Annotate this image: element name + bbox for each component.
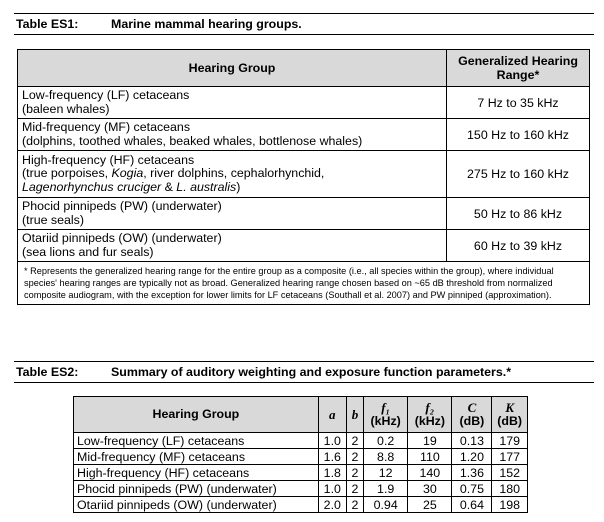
table-es2-title: Summary of auditory weighting and exposure function parameters.* bbox=[111, 365, 512, 379]
table-row bbox=[74, 497, 528, 513]
table-row bbox=[74, 465, 528, 481]
f2-cell: 30 bbox=[408, 481, 452, 497]
table-es1-footnote-row bbox=[18, 262, 590, 305]
header-k: K (dB) bbox=[492, 397, 528, 433]
c-cell: 0.75 bbox=[452, 481, 492, 497]
table-es2-header-row bbox=[74, 397, 528, 433]
group-cell: Otariid pinnipeds (OW) (underwater) (sea lions and fur seals) bbox=[18, 230, 447, 262]
f2-cell: 25 bbox=[408, 497, 452, 513]
table-es2 bbox=[73, 396, 528, 513]
a-cell: 1.8 bbox=[318, 465, 346, 481]
group-cell: Low-frequency (LF) cetaceans bbox=[74, 433, 319, 449]
b-cell: 2 bbox=[346, 497, 363, 513]
c-cell: 1.36 bbox=[452, 465, 492, 481]
f1-cell: 12 bbox=[364, 465, 408, 481]
header-f2: f₂ (kHz) bbox=[408, 397, 452, 433]
group-cell: Otariid pinnipeds (OW) (underwater) bbox=[74, 497, 319, 513]
table-row bbox=[74, 433, 528, 449]
header-f1: f₁ (kHz) bbox=[364, 397, 408, 433]
k-cell: 180 bbox=[492, 481, 528, 497]
header-a: a bbox=[318, 397, 346, 433]
table-es2-number: Table ES2: bbox=[16, 365, 79, 379]
table-es1-title: Marine mammal hearing groups. bbox=[111, 17, 302, 31]
group-cell: High-frequency (HF) cetaceans bbox=[74, 465, 319, 481]
group-cell: High-frequency (HF) cetaceans (true porpoises, Kogia, river dolphins, cephalorhynchid, Lagenorhynchus cruciger & L. australis) bbox=[18, 151, 447, 198]
a-cell: 1.6 bbox=[318, 449, 346, 465]
header-c: C (dB) bbox=[452, 397, 492, 433]
header-hearing-group: Hearing Group bbox=[18, 50, 447, 87]
f1-cell: 1.9 bbox=[364, 481, 408, 497]
table-es1-number: Table ES1: bbox=[16, 17, 79, 31]
table-row bbox=[18, 119, 590, 151]
k-cell: 152 bbox=[492, 465, 528, 481]
table-es1-footnote: * Represents the generalized hearing range for the entire group as a composite (i.e., all species within the group), where individual species' hearing ranges are typically not as broad. Generalized hearing range chosen based on ~65 dB threshold from normalized composite audiogram, with the exception for lower limits for LF cetaceans (Southall et al. 2007) and PW pinniped (approximation). bbox=[18, 262, 590, 305]
group-cell: Phocid pinnipeds (PW) (underwater) bbox=[74, 481, 319, 497]
range-cell: 60 Hz to 39 kHz bbox=[447, 230, 590, 262]
range-cell: 150 Hz to 160 kHz bbox=[447, 119, 590, 151]
f2-cell: 19 bbox=[408, 433, 452, 449]
group-cell: Phocid pinnipeds (PW) (underwater) (true seals) bbox=[18, 198, 447, 230]
header-hearing-group: Hearing Group bbox=[74, 397, 319, 433]
table-row bbox=[18, 230, 590, 262]
b-cell: 2 bbox=[346, 449, 363, 465]
f2-cell: 140 bbox=[408, 465, 452, 481]
range-cell: 275 Hz to 160 kHz bbox=[447, 151, 590, 198]
f1-cell: 0.2 bbox=[364, 433, 408, 449]
c-cell: 1.20 bbox=[452, 449, 492, 465]
c-cell: 0.64 bbox=[452, 497, 492, 513]
group-cell: Mid-frequency (MF) cetaceans (dolphins, toothed whales, beaked whales, bottlenose whales) bbox=[18, 119, 447, 151]
group-cell: Mid-frequency (MF) cetaceans bbox=[74, 449, 319, 465]
f2-cell: 110 bbox=[408, 449, 452, 465]
table-row bbox=[18, 151, 590, 198]
table-row bbox=[18, 87, 590, 119]
range-cell: 7 Hz to 35 kHz bbox=[447, 87, 590, 119]
b-cell: 2 bbox=[346, 465, 363, 481]
k-cell: 179 bbox=[492, 433, 528, 449]
header-b: b bbox=[346, 397, 363, 433]
b-cell: 2 bbox=[346, 481, 363, 497]
table-row bbox=[74, 449, 528, 465]
a-cell: 2.0 bbox=[318, 497, 346, 513]
c-cell: 0.13 bbox=[452, 433, 492, 449]
a-cell: 1.0 bbox=[318, 433, 346, 449]
k-cell: 177 bbox=[492, 449, 528, 465]
f1-cell: 0.94 bbox=[364, 497, 408, 513]
range-cell: 50 Hz to 86 kHz bbox=[447, 198, 590, 230]
table-es1-header-row bbox=[18, 50, 590, 87]
table-es1 bbox=[17, 49, 590, 305]
table-row bbox=[18, 198, 590, 230]
header-generalized-hearing-range: Generalized Hearing Range* bbox=[447, 50, 590, 87]
group-cell: Low-frequency (LF) cetaceans (baleen whales) bbox=[18, 87, 447, 119]
k-cell: 198 bbox=[492, 497, 528, 513]
table-row bbox=[74, 481, 528, 497]
f1-cell: 8.8 bbox=[364, 449, 408, 465]
b-cell: 2 bbox=[346, 433, 363, 449]
table-es2-caption bbox=[14, 361, 594, 383]
table-es1-caption bbox=[14, 13, 594, 35]
a-cell: 1.0 bbox=[318, 481, 346, 497]
